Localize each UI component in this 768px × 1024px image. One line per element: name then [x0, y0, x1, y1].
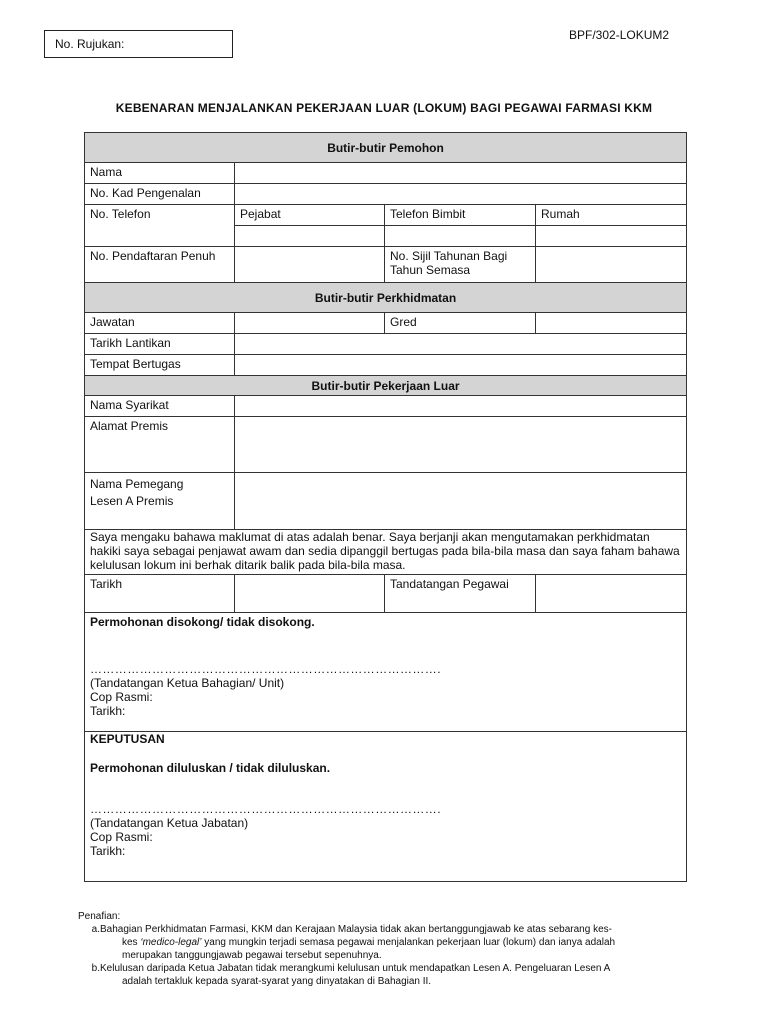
- label-telefon-bimbit: Telefon Bimbit: [385, 205, 536, 226]
- label-rumah: Rumah: [536, 205, 687, 226]
- decision-tarikh: Tarikh:: [90, 844, 126, 858]
- application-form-table: [84, 132, 687, 882]
- label-nama-syarikat: Nama Syarikat: [85, 396, 235, 417]
- decision-title: KEPUTUSAN: [90, 732, 165, 746]
- disclaimer-b-line2: adalah tertakluk kepada syarat-syarat yang dinyatakan di Bahagian II.: [122, 976, 432, 987]
- field-tandatangan-pegawai[interactable]: [536, 575, 687, 613]
- label-alamat-premis: Alamat Premis: [85, 417, 235, 473]
- field-kad-pengenalan[interactable]: [235, 184, 687, 205]
- support-section[interactable]: [85, 613, 687, 732]
- label-telefon: No. Telefon: [85, 205, 235, 247]
- disclaimer-marker-a: a.: [91, 924, 100, 935]
- label-tempat-bertugas: Tempat Bertugas: [85, 355, 235, 376]
- label-nama: Nama: [85, 163, 235, 184]
- decision-signature-caption: (Tandatangan Ketua Jabatan): [90, 816, 249, 830]
- label-pemegang-lesen: Nama Pemegang Lesen A Premis: [85, 473, 235, 530]
- disclaimer-a-line2: kes ‘medico-legal’ yang mungkin terjadi semasa pegawai menjalankan pekerjaan luar (lokum) dan ianya adalah: [122, 937, 616, 948]
- field-tarikh-lantikan[interactable]: [235, 334, 687, 355]
- decision-signature-line: ………………………………………………………………………….: [90, 802, 441, 816]
- reference-number-label: No. Rujukan:: [55, 37, 125, 51]
- support-signature-line: ………………………………………………………………………….: [90, 662, 441, 676]
- field-pemegang-lesen[interactable]: [235, 473, 687, 530]
- support-heading: Permohonan disokong/ tidak disokong.: [90, 615, 315, 629]
- form-code: BPF/302-LOKUM2: [569, 28, 670, 42]
- field-gred[interactable]: [536, 313, 687, 334]
- label-sijil-tahunan: No. Sijil Tahunan Bagi Tahun Semasa: [385, 247, 536, 283]
- support-signature-caption: (Tandatangan Ketua Bahagian/ Unit): [90, 676, 285, 690]
- label-kad-pengenalan: No. Kad Pengenalan: [85, 184, 235, 205]
- disclaimer-item-a: [78, 923, 688, 962]
- disclaimer-a-line1: Bahagian Perkhidmatan Farmasi, KKM dan Kerajaan Malaysia tidak akan bertanggungjawab ke atas sebarang kes-: [100, 924, 612, 935]
- field-tempat-bertugas[interactable]: [235, 355, 687, 376]
- declaration-text: Saya mengaku bahawa maklumat di atas adalah benar. Saya berjanji akan mengutamakan perkhidmatan hakiki saya sebagai penjawat awam dan sedia dipanggil bertugas pada bila-bila masa dan saya faham bahawa kelulusan lokum ini berhak ditarik balik pada bila-bila masa.: [85, 530, 687, 575]
- label-pejabat: Pejabat: [235, 205, 385, 226]
- service-section-header: Butir-butir Perkhidmatan: [85, 283, 687, 313]
- label-pendaftaran-penuh: No. Pendaftaran Penuh: [85, 247, 235, 283]
- field-jawatan[interactable]: [235, 313, 385, 334]
- disclaimer-title: Penafian:: [78, 911, 121, 922]
- decision-section[interactable]: [85, 732, 687, 882]
- applicant-section-header: Butir-butir Pemohon: [85, 133, 687, 163]
- label-jawatan: Jawatan: [85, 313, 235, 334]
- external-work-section-header: Butir-butir Pekerjaan Luar: [85, 376, 687, 396]
- disclaimer-b-line1: Kelulusan daripada Ketua Jabatan tidak merangkumi kelulusan untuk mendapatkan Lesen A. Pengeluaran Lesen A: [100, 963, 611, 974]
- field-telefon-bimbit[interactable]: [385, 226, 536, 247]
- label-tarikh: Tarikh: [85, 575, 235, 613]
- field-nama[interactable]: [235, 163, 687, 184]
- label-tandatangan-pegawai: Tandatangan Pegawai: [385, 575, 536, 613]
- label-gred: Gred: [385, 313, 536, 334]
- disclaimer-marker-b: b.: [91, 963, 100, 974]
- disclaimer: [78, 910, 688, 988]
- field-telefon-pejabat[interactable]: [235, 226, 385, 247]
- disclaimer-a-line3: merupakan tanggungjawab pegawai tersebut sepenuhnya.: [122, 950, 382, 961]
- support-tarikh: Tarikh:: [90, 704, 126, 718]
- decision-heading: Permohonan diluluskan / tidak diluluskan.: [90, 761, 331, 775]
- label-tarikh-lantikan: Tarikh Lantikan: [85, 334, 235, 355]
- field-tarikh[interactable]: [235, 575, 385, 613]
- disclaimer-item-b: [78, 962, 688, 988]
- field-telefon-rumah[interactable]: [536, 226, 687, 247]
- support-cop-rasmi: Cop Rasmi:: [90, 690, 153, 704]
- field-pendaftaran-penuh[interactable]: [235, 247, 385, 283]
- field-nama-syarikat[interactable]: [235, 396, 687, 417]
- reference-number-box[interactable]: [44, 30, 233, 58]
- field-sijil-tahunan[interactable]: [536, 247, 687, 283]
- document-title: KEBENARAN MENJALANKAN PEKERJAAN LUAR (LOKUM) BAGI PEGAWAI FARMASI KKM: [115, 101, 653, 115]
- field-alamat-premis[interactable]: [235, 417, 687, 473]
- decision-cop-rasmi: Cop Rasmi:: [90, 830, 153, 844]
